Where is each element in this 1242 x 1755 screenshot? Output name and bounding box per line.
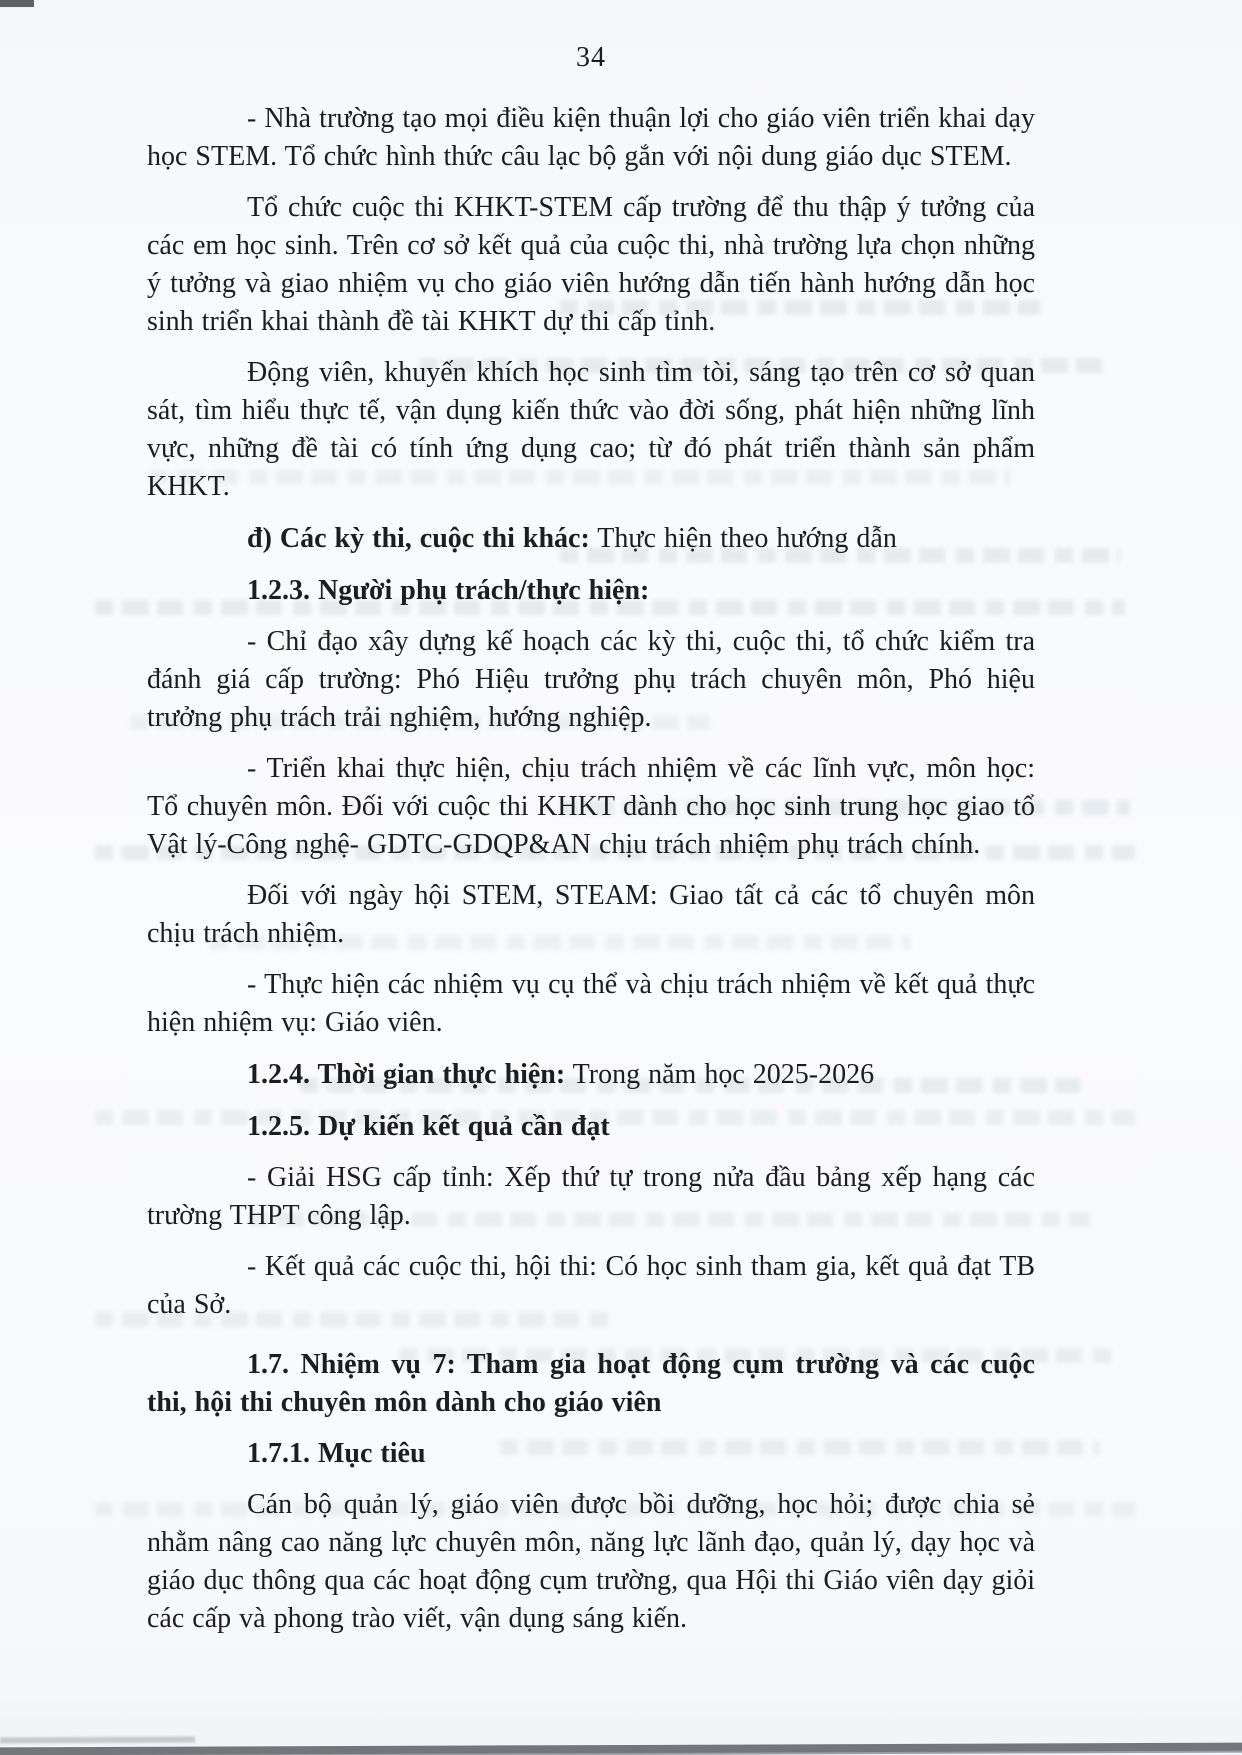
paragraph: Tổ chức cuộc thi KHKT-STEM cấp trường để thu thập ý tưởng của các em học sinh. Trên cơ sở kết quả của cuộc thi, nhà trường lựa chọn những ý tưởng và giao nhiệm vụ cho giáo viên hướng dẫn tiến hành hướng dẫn học sinh triển khai thành đề tài KHKT dự thi cấp tỉnh.	[147, 192, 1035, 337]
section-heading: 1.7.1. Mục tiêu	[247, 1438, 426, 1469]
paragraph: - Kết quả các cuộc thi, hội thi: Có học sinh tham gia, kết quả đạt TB của Sở.	[147, 1251, 1035, 1320]
section-heading: 1.7. Nhiệm vụ 7: Tham gia hoạt động cụm trường và các cuộc thi, hội thi chuyên môn dành cho giáo viên	[147, 1349, 1035, 1418]
scan-edge-shadow	[0, 1743, 1242, 1755]
page-number: 34	[576, 42, 606, 73]
section-heading	[147, 520, 1035, 558]
paragraph: - Thực hiện các nhiệm vụ cụ thể và chịu trách nhiệm về kết quả thực hiện nhiệm vụ: Giáo viên.	[147, 969, 1035, 1038]
section-heading: 1.2.3. Người phụ trách/thực hiện:	[247, 575, 650, 606]
heading-rest: Thực hiện theo hướng dẫn	[589, 523, 897, 554]
heading-rest: Trong năm học 2025-2026	[565, 1059, 875, 1090]
heading-lead: 1.2.4. Thời gian thực hiện:	[247, 1059, 566, 1090]
paragraph: Động viên, khuyến khích học sinh tìm tòi, sáng tạo trên cơ sở quan sát, tìm hiểu thực tế, vận dụng kiến thức vào đời sống, phát hiện những lĩnh vực, những đề tài có tính ứng dụng cao; từ đó phát triển thành sản phẩm KHKT.	[147, 357, 1035, 502]
paragraph: Cán bộ quản lý, giáo viên được bồi dưỡng, học hỏi; được chia sẻ nhằm nâng cao năng lực chuyên môn, năng lực lãnh đạo, quản lý, dạy học và giáo dục thông qua các hoạt động cụm trường, qua Hội thi Giáo viên dạy giỏi các cấp và phong trào viết, vận dụng sáng kiến.	[147, 1489, 1035, 1634]
paragraph: Đối với ngày hội STEM, STEAM: Giao tất cả các tổ chuyên môn chịu trách nhiệm.	[147, 880, 1035, 949]
paragraph: - Nhà trường tạo mọi điều kiện thuận lợi cho giáo viên triển khai dạy học STEM. Tổ chức hình thức câu lạc bộ gắn với nội dung giáo dục STEM.	[147, 103, 1035, 172]
scan-corner-mark	[0, 0, 34, 7]
page-body	[147, 100, 1035, 1638]
scan-edge-smudge	[0, 1736, 195, 1743]
document-text-column	[147, 42, 1035, 1651]
paragraph: - Giải HSG cấp tỉnh: Xếp thứ tự trong nửa đầu bảng xếp hạng các trường THPT công lập.	[147, 1162, 1035, 1231]
heading-lead: đ) Các kỳ thi, cuộc thi khác:	[247, 523, 590, 554]
paragraph: - Triển khai thực hiện, chịu trách nhiệm về các lĩnh vực, môn học: Tổ chuyên môn. Đối với cuộc thi KHKT dành cho học sinh trung học giao tổ Vật lý-Công nghệ- GDTC-GDQP&AN chịu trách nhiệm phụ trách chính.	[147, 753, 1035, 860]
paragraph: - Chỉ đạo xây dựng kế hoạch các kỳ thi, cuộc thi, tổ chức kiểm tra đánh giá cấp trường: Phó Hiệu trưởng phụ trách chuyên môn, Phó hiệu trưởng phụ trách trải nghiệm, hướng nghiệp.	[147, 626, 1035, 733]
section-heading	[147, 1056, 1035, 1094]
section-heading: 1.2.5. Dự kiến kết quả cần đạt	[247, 1111, 610, 1142]
